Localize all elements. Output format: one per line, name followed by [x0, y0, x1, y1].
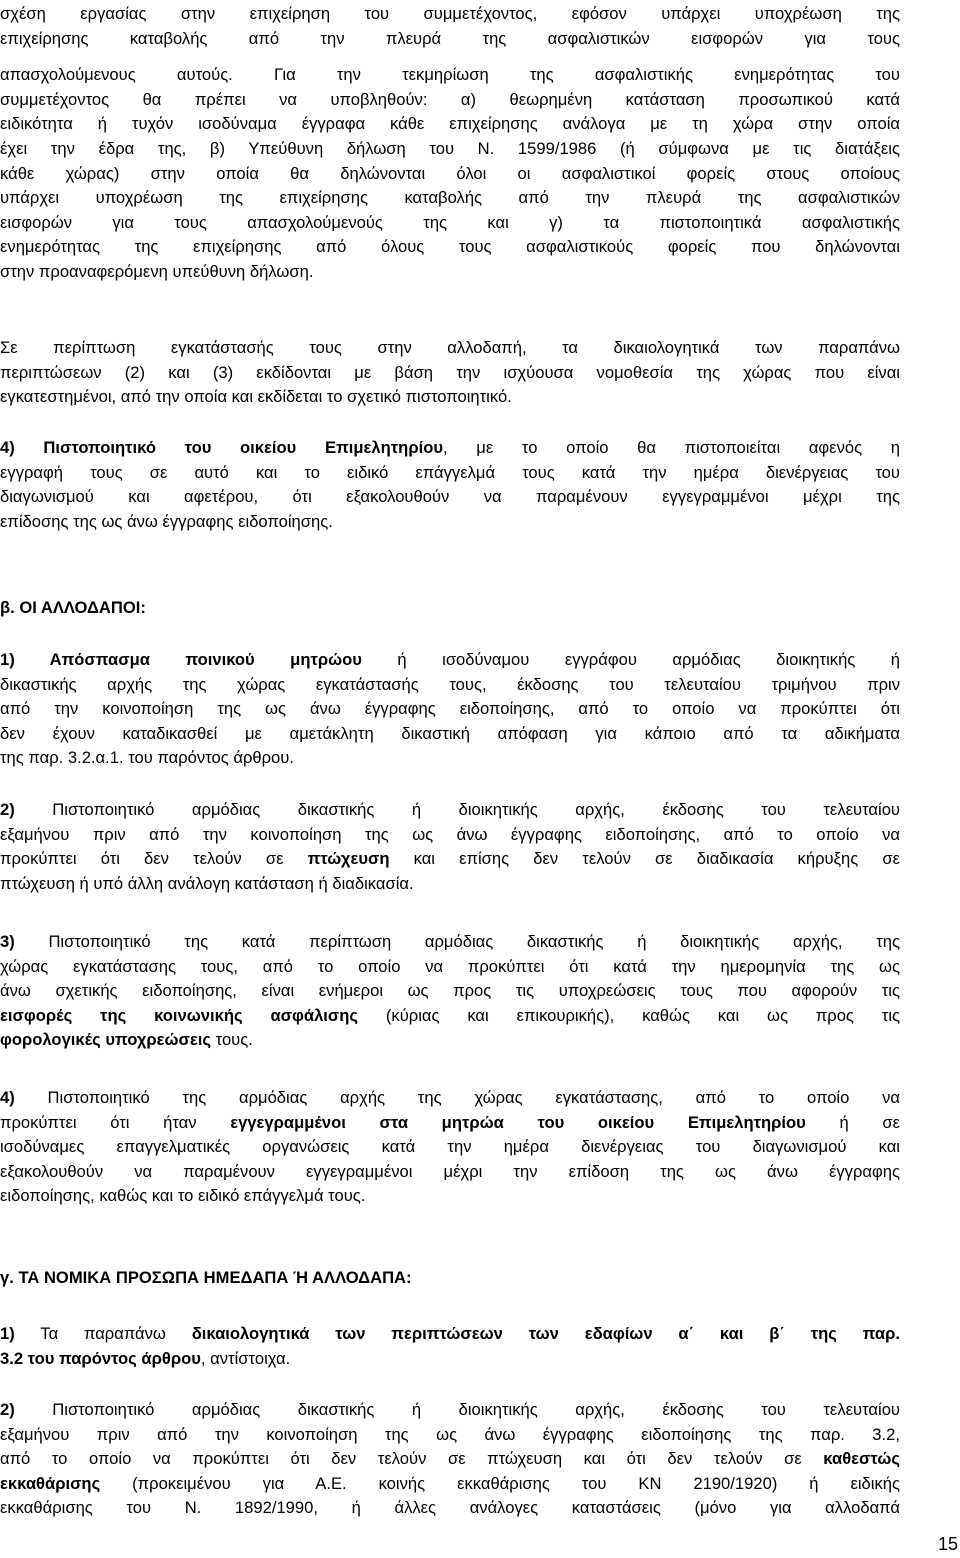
- bankruptcy-certificate-paragraph: [0, 798, 900, 896]
- legal-entities-documents-paragraph: [0, 1322, 900, 1371]
- text-line: 3.2 του παρόντος άρθρου, αντίστοιχα.: [0, 1348, 291, 1368]
- text-line: διαγωνισμού και αφετέρου, ότι εξακολουθούν να παραμένουν εγγεγραμμένοι μέχρι της: [0, 487, 900, 507]
- section-title: β. ΟΙ ΑΛΛΟΔΑΠΟΙ:: [0, 598, 146, 617]
- text-line: υπάρχει υποχρέωση της επιχείρησης καταβολής από την πλευρά της ασφαλιστικών: [0, 188, 900, 208]
- text-line: 4) Πιστοποιητικό του οικείου Επιμελητηρίου, με το οποίο θα πιστοποιείται αφενός η: [0, 438, 900, 457]
- text-line: εξακολουθούν να παραμένουν εγγεγραμμένοι μέχρι την επίδοση της ως άνω έγγραφης: [0, 1161, 900, 1181]
- section-b-heading: [0, 596, 900, 621]
- text-line: στην προαναφερόμενη υπεύθυνη δήλωση.: [0, 261, 314, 281]
- text-line: απασχολούμενους αυτούς. Για την τεκμηρίωση της ασφαλιστικής ενημερότητας του: [0, 65, 900, 85]
- text-line: από το οποίο να προκύπτει ότι δεν τελούν σε πτώχευση και ότι δεν τελούν σε καθεστώς: [0, 1449, 900, 1469]
- text-line: 2) Πιστοποιητικό αρμόδιας δικαστικής ή διοικητικής αρχής, έκδοσης του τελευταίου: [0, 800, 900, 819]
- text-line: άνω σχετικής ειδοποίησης, είναι ενήμεροι ως προς τις υποχρεώσεις τους που αφορούν τις: [0, 981, 900, 1001]
- text-line: εισφορών για τους απασχολούμενούς της και γ) τα πιστοποιητικά ασφαλιστικής: [0, 212, 900, 232]
- text-line: προκύπτει ότι δεν τελούν σε πτώχευση και επίσης δεν τελούν σε διαδικασία κήρυξης σε: [0, 849, 900, 869]
- intro-paragraph: [0, 2, 900, 285]
- text-line: κάθε χώρας) στην οποία θα δηλώνονται όλοι οι ασφαλιστικοί φορείς στους οποίους: [0, 163, 900, 183]
- text-line: σχέση εργασίας στην επιχείρηση του συμμετέχοντος, εφόσον υπάρχει υποχρέωση της: [0, 4, 900, 23]
- text-line: από την κοινοποίηση της ως άνω έγγραφης ειδοποίησης, από το οποίο να προκύπτει ότι: [0, 699, 900, 719]
- text-line: εγκατεστημένοι, από την οποία και εκδίδεται το σχετικό πιστοποιητικό.: [0, 387, 512, 407]
- text-line: 4) Πιστοποιητικό της αρμόδιας αρχής της χώρας εγκατάστασης, από το οποίο να: [0, 1088, 900, 1107]
- text-line: δεν έχουν καταδικασθεί με αμετάκλητη δικαστική απόφαση για κάποιο από τα αδικήματα: [0, 723, 900, 743]
- text-line: 3) Πιστοποιητικό της κατά περίπτωση αρμόδιας δικαστικής ή διοικητικής αρχής, της: [0, 932, 900, 951]
- section-c-heading: [0, 1266, 900, 1291]
- text-line: εξαμήνου πριν από την κοινοποίηση της ως άνω έγγραφης ειδοποίησης, από το οποίο να: [0, 824, 900, 844]
- item-heading: 1) Απόσπασμα ποινικού μητρώου: [0, 650, 362, 669]
- text-line: εκκαθάρισης του Ν. 1892/1990, ή άλλες ανάλογες καταστάσεις (μόνο για αλλοδαπά: [0, 1498, 900, 1518]
- text-line: εξαμήνου πριν από την κοινοποίηση της ως άνω έγγραφης ειδοποίησης της παρ. 3.2,: [0, 1424, 900, 1444]
- foreign-cases-paragraph: [0, 336, 900, 410]
- text-line: 2) Πιστοποιητικό αρμόδιας δικαστικής ή διοικητικής αρχής, έκδοσης του τελευταίου: [0, 1400, 900, 1419]
- chamber-certificate-paragraph: [0, 436, 900, 534]
- text-line: εγγραφή τους σε αυτό και το ειδικό επάγγελμά τους κατά την ημέρα διενέργειας του: [0, 462, 900, 482]
- text-line: ειδοποίησης, καθώς και το ειδικό επάγγελμά τους.: [0, 1186, 366, 1206]
- text-line: εκκαθάρισης (προκειμένου για Α.Ε. κοινής εκκαθάρισης του ΚΝ 2190/1920) ή ειδικής: [0, 1473, 900, 1493]
- text-line: ισοδύναμες επαγγελματικές οργανώσεις κατά την ημέρα διενέργειας του διαγωνισμού και: [0, 1137, 900, 1157]
- text-line: Σε περίπτωση εγκατάστασής τους στην αλλοδαπή, τα δικαιολογητικά των παραπάνω: [0, 338, 900, 357]
- criminal-record-paragraph: [0, 648, 900, 771]
- page-number: 15: [937, 1534, 958, 1554]
- text-line: περιπτώσεων (2) και (3) εκδίδονται με βάση την ισχύουσα νομοθεσία της χώρας που είναι: [0, 362, 900, 382]
- text-line: προκύπτει ότι ήταν εγγεγραμμένοι στα μητρώα του οικείου Επιμελητηρίου ή σε: [0, 1112, 900, 1132]
- text-line: εισφορές της κοινωνικής ασφάλισης (κύριας και επικουρικής), καθώς και ως προς τις: [0, 1005, 900, 1025]
- text-line: επίδοσης της ως άνω έγγραφης ειδοποίησης.: [0, 511, 333, 531]
- text-line: ειδικότητα ή τυχόν ισοδύναμα έγγραφα κάθε επιχείρησης ανάλογα με τη χώρα στην οποία: [0, 114, 900, 134]
- section-title: γ. ΤΑ ΝΟΜΙΚΑ ΠΡΟΣΩΠΑ ΗΜΕΔΑΠΑ Ή ΑΛΛΟΔΑΠΑ:: [0, 1268, 412, 1287]
- text-line: συμμετέχοντος θα πρέπει να υποβληθούν: α) θεωρημένη κατάσταση προσωπικού κατά: [0, 89, 900, 109]
- text-line: ενημερότητας της επιχείρησης από όλους τους ασφαλιστικούς φορείς που δηλώνονται: [0, 237, 900, 257]
- social-security-certificate-paragraph: [0, 930, 900, 1053]
- item-heading: 4) Πιστοποιητικό του οικείου Επιμελητηρίου: [0, 438, 443, 457]
- text-line: έχει την έδρα της, β) Υπεύθυνη δήλωση του Ν. 1599/1986 (ή σύμφωνα με τις διατάξεις: [0, 138, 900, 158]
- text-line: της παρ. 3.2.α.1. του παρόντος άρθρου.: [0, 748, 294, 768]
- registry-certificate-paragraph: [0, 1086, 900, 1209]
- text-line: χώρας εγκατάστασης τους, από το οποίο να προκύπτει ότι κατά την ημερομηνία της ως: [0, 956, 900, 976]
- text-line: επιχείρησης καταβολής από την πλευρά της ασφαλιστικών εισφορών για τους: [0, 28, 900, 48]
- text-line: πτώχευση ή υπό άλλη ανάλογη κατάσταση ή διαδικασία.: [0, 873, 414, 893]
- liquidation-certificate-paragraph: [0, 1398, 900, 1521]
- text-line: φορολογικές υποχρεώσεις τους.: [0, 1030, 253, 1050]
- text-line: 1) Απόσπασμα ποινικού μητρώου ή ισοδύναμου εγγράφου αρμόδιας διοικητικής ή: [0, 650, 900, 669]
- text-line: δικαστικής αρχής της χώρας εγκατάστασής τους, έκδοσης του τελευταίου τριμήνου πριν: [0, 674, 900, 694]
- text-line: 1) Τα παραπάνω δικαιολογητικά των περιπτώσεων των εδαφίων α΄ και β΄ της παρ.: [0, 1324, 900, 1343]
